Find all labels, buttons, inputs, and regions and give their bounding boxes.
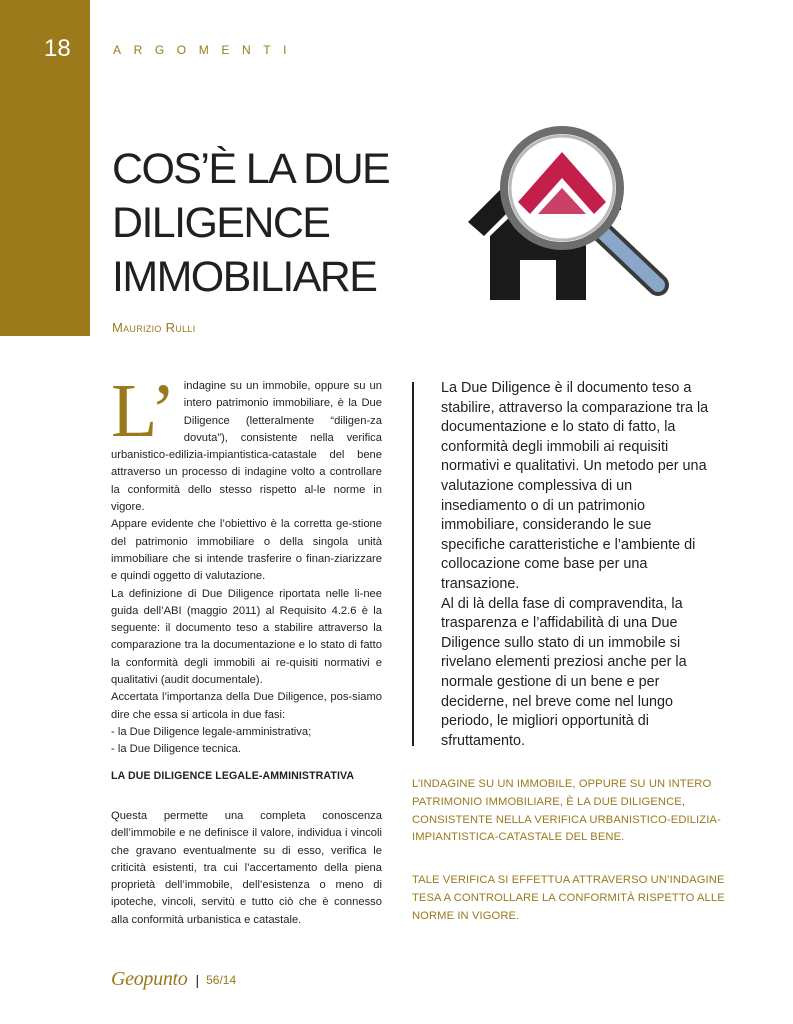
paragraph: Questa permette una completa conoscenza dell’immobile e ne definisce il valore, individua i vincoli che gravano eventualmente su di esso, verifica le criticità esistenti, tra cui l’accertamento della piena proprietà dell’immobile, dell’esistenza o meno di ipoteche, vincoli, servitù e tutto ciò che è connesso alla conformità urbanistica e catastale. — [111, 810, 382, 926]
paragraph: Accertata l’importanza della Due Diligence, pos-siamo dire che essa si articola in due fasi: — [111, 691, 382, 721]
brand-logo: Geopunto — [111, 968, 188, 990]
house-magnifier-illustration — [458, 110, 688, 315]
pull-quote: TALE VERIFICA SI EFFETTUA ATTRAVERSO UN’INDAGINE TESA A CONTROLLARE LA CONFORMITÀ RISPETTO ALLE NORME IN VIGORE. — [412, 874, 725, 922]
article-body-section — [111, 808, 382, 929]
pull-quote: L’INDAGINE SU UN IMMOBILE, OPPURE SU UN INTERO PATRIMONIO IMMOBILIARE, È LA DUE DILIGENCE, CONSISTENTE NELLA VERIFICA URBANISTICO-EDILIZIA-IMPIANTISTICA-CATASTALE DEL BENE. — [412, 778, 721, 844]
list-item: - la Due Diligence legale-amministrativa; — [111, 725, 312, 738]
drop-cap: L’ — [111, 369, 176, 453]
section-label: ARGOMENTI — [113, 43, 300, 57]
footer-separator: | — [195, 971, 200, 988]
list-item: - la Due Diligence tecnica. — [111, 743, 241, 756]
abstract-paragraph: Al di là della fase di compravendita, la trasparenza e l’affidabilità di una Due Diligence sullo stato di un immobile si rivelano elementi preziosi anche per la normale gestione di un bene e per deciderne, nel breve come nel lungo periodo, le migliori opportunità di sfruttamento. — [441, 595, 687, 749]
article-body-intro — [111, 369, 382, 759]
column-divider — [412, 382, 414, 746]
page-number: 18 — [44, 35, 71, 62]
article-author: Maurizio Rulli — [112, 320, 196, 335]
article-abstract — [441, 379, 711, 751]
article-title: COS’È LA DUE DILIGENCE IMMOBILIARE — [112, 145, 390, 301]
page-footer — [111, 968, 236, 991]
issue-number: 56/14 — [206, 972, 237, 987]
paragraph: Appare evidente che l’obiettivo è la corretta ge-stione del patrimonio immobiliare o della singola unità immobiliare che si intende trasferire o finan-ziarizzare e quindi oggetto di valutazione. — [111, 518, 382, 583]
paragraph: indagine su un immobile, oppure su un intero patrimonio immobiliare, è la Due Diligence (letteralmente “diligen-za dovuta”), consistente nella verifica urbanistico-edilizia-impiantistica-catastale del bene attraverso un processo di indagine volto a controllare la conformità dello stesso rispetto al-le norme in vigore. — [111, 380, 382, 514]
sidebar-band — [0, 0, 90, 336]
paragraph: La definizione di Due Diligence riportata nelle li-nee guida dell’ABI (maggio 2011) al Requisito 4.2.6 è la seguente: il documento teso a stabilire attraverso la comparazione tra la documentazione e lo stato di fatto la conformità degli immobili ai re-quisiti normativi e qualitativi (audit documentale). — [111, 587, 382, 687]
section-subheading: LA DUE DILIGENCE LEGALE-AMMINISTRATIVA — [111, 770, 355, 782]
abstract-paragraph: La Due Diligence è il documento teso a stabilire, attraverso la comparazione tra la documentazione e lo stato di fatto, la conformità degli immobili ai requisiti normativi e qualitativi. Un metodo per una valutazione complessiva di un insediamento o di un patrimonio immobiliare, considerando le sue specifiche caratteristiche e l’ambiente di collocazione come base per una transazione. — [441, 380, 709, 592]
